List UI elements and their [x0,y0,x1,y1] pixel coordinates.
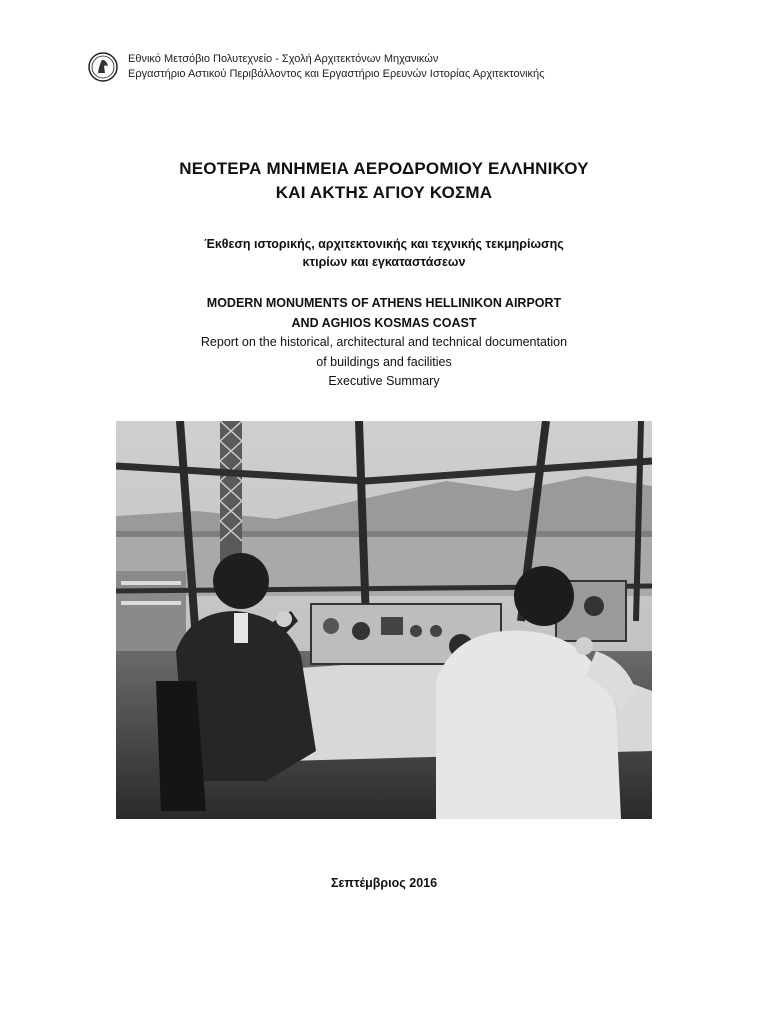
institution-line-2: Εργαστήριο Αστικού Περιβάλλοντος και Εργαστήριο Ερευνών Ιστορίας Αρχιτεκτονικής [128,68,545,80]
institution-header [88,52,544,82]
english-title-line-2: AND AGHIOS KOSMAS COAST [291,315,477,330]
control-tower-photo [116,421,652,819]
greek-title-line-2: ΚΑΙ ΑΚΤΗΣ ΑΓΙΟΥ ΚΟΣΜΑ [275,183,493,202]
greek-subtitle-line-1: Έκθεση ιστορικής, αρχιτεκτονικής και τεχνικής τεκμηρίωσης [204,237,564,251]
executive-summary-label: Executive Summary [328,374,440,388]
institution-line-1: Εθνικό Μετσόβιο Πολυτεχνείο - Σχολή Αρχιτεκτόνων Μηχανικών [128,53,439,65]
greek-title [0,157,768,205]
greek-subtitle [0,235,768,271]
english-subtitle-line-1: Report on the historical, architectural and technical documentation [200,335,568,349]
greek-title-line-1: ΝΕΟΤΕΡΑ ΜΝΗΜΕΙΑ ΑΕΡΟΔΡΟΜΙΟΥ ΕΛΛΗΝΙΚΟΥ [179,159,589,178]
publication-date: Σεπτέμβριος 2016 [330,876,438,890]
english-subtitle-line-2: of buildings and facilities [316,354,452,369]
greek-subtitle-line-2: κτιρίων και εγκαταστάσεων [302,255,466,269]
ntua-seal-icon [88,52,118,82]
control-tower-photo-illustration [116,421,652,819]
english-title-block [0,294,768,392]
english-title-line-1: MODERN MONUMENTS OF ATHENS HELLINIKON AIRPORT [206,296,562,310]
